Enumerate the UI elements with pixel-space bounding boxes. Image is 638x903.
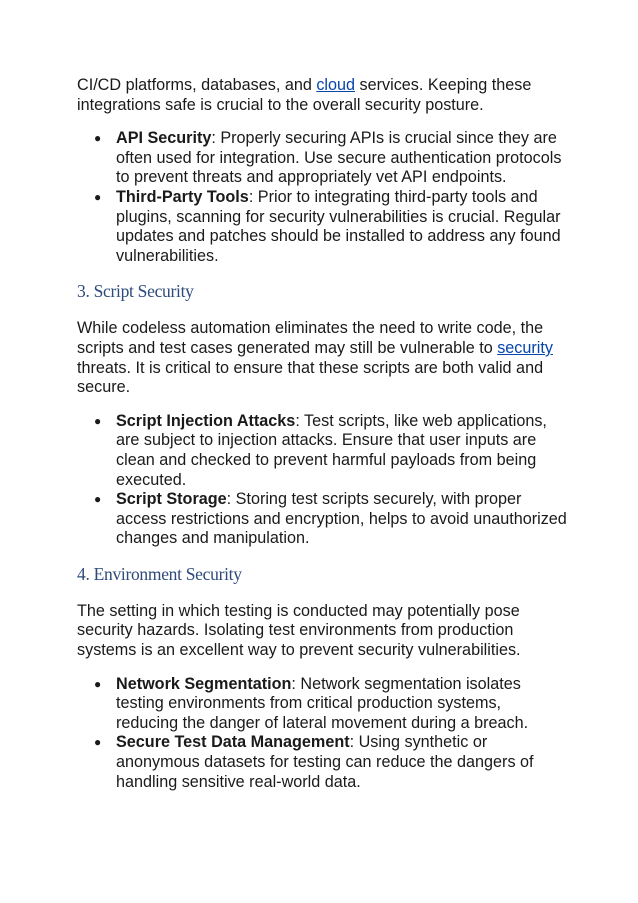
list-item-text: : Using synthetic or anonymous datasets for testing can reduce the dangers of handling sensitive real-world data.	[116, 733, 534, 791]
page-content	[77, 76, 567, 792]
bullet-icon: ●	[94, 131, 102, 146]
list-item	[77, 188, 567, 266]
list-item-text: : Properly securing APIs is crucial since they are often used for integration. Use secure authentication protocols to prevent threats and appropriately vet API endpoints.	[116, 129, 562, 187]
bullet-icon: ●	[94, 735, 102, 750]
list-item-text: : Storing test scripts securely, with proper access restrictions and encryption, helps to avoid unauthorized changes and manipulation.	[116, 490, 567, 548]
bullet-icon: ●	[94, 413, 102, 428]
script-security-text-start: While codeless automation eliminates the need to write code, the scripts and test cases generated may still be vulnerable to	[77, 319, 544, 357]
integration-security-list	[77, 129, 567, 266]
list-item-text: : Prior to integrating third-party tools and plugins, scanning for security vulnerabilities is crucial. Regular updates and patches should be installed to address any found vulnerabilities.	[116, 187, 561, 265]
bullet-icon: ●	[94, 492, 102, 507]
script-security-list	[77, 412, 567, 549]
list-item-title: Script Injection Attacks	[116, 411, 296, 430]
list-item-text: : Network segmentation isolates testing environments from critical production systems, reducing the danger of lateral movement during a breach.	[116, 674, 529, 732]
section-heading-environment-security: 4. Environment Security	[77, 563, 242, 584]
list-item	[77, 490, 567, 549]
security-link[interactable]: security	[497, 338, 553, 357]
list-item	[77, 733, 567, 792]
intro-paragraph	[77, 76, 567, 115]
list-item-title: Secure Test Data Management	[116, 733, 350, 752]
bullet-icon: ●	[94, 676, 102, 691]
section-heading-script-security: 3. Script Security	[77, 281, 194, 302]
list-item	[77, 412, 567, 490]
bullet-icon: ●	[94, 189, 102, 204]
list-item-title: Third-Party Tools	[116, 187, 249, 206]
list-item	[77, 129, 567, 188]
list-item-title: Network Segmentation	[116, 674, 292, 693]
list-item-title: Script Storage	[116, 490, 227, 509]
script-security-text-end: threats. It is critical to ensure that these scripts are both valid and secure.	[77, 358, 544, 397]
list-item-text: : Test scripts, like web applications, are subject to injection attacks. Ensure that user inputs are clean and checked to prevent harmful payloads from being executed.	[116, 411, 547, 489]
script-security-paragraph	[77, 319, 567, 397]
list-item	[77, 675, 567, 734]
intro-text-end: services. Keeping these integrations safe is crucial to the overall security posture.	[77, 76, 532, 114]
intro-text-start: CI/CD platforms, databases, and	[77, 76, 317, 94]
cloud-link[interactable]: cloud	[316, 76, 356, 94]
environment-security-list	[77, 675, 567, 793]
environment-security-paragraph: The setting in which testing is conducted may potentially pose security hazards. Isolating test environments from production systems is an excellent way to prevent security vulnerabilities.	[77, 601, 521, 660]
list-item-title: API Security	[116, 129, 212, 148]
